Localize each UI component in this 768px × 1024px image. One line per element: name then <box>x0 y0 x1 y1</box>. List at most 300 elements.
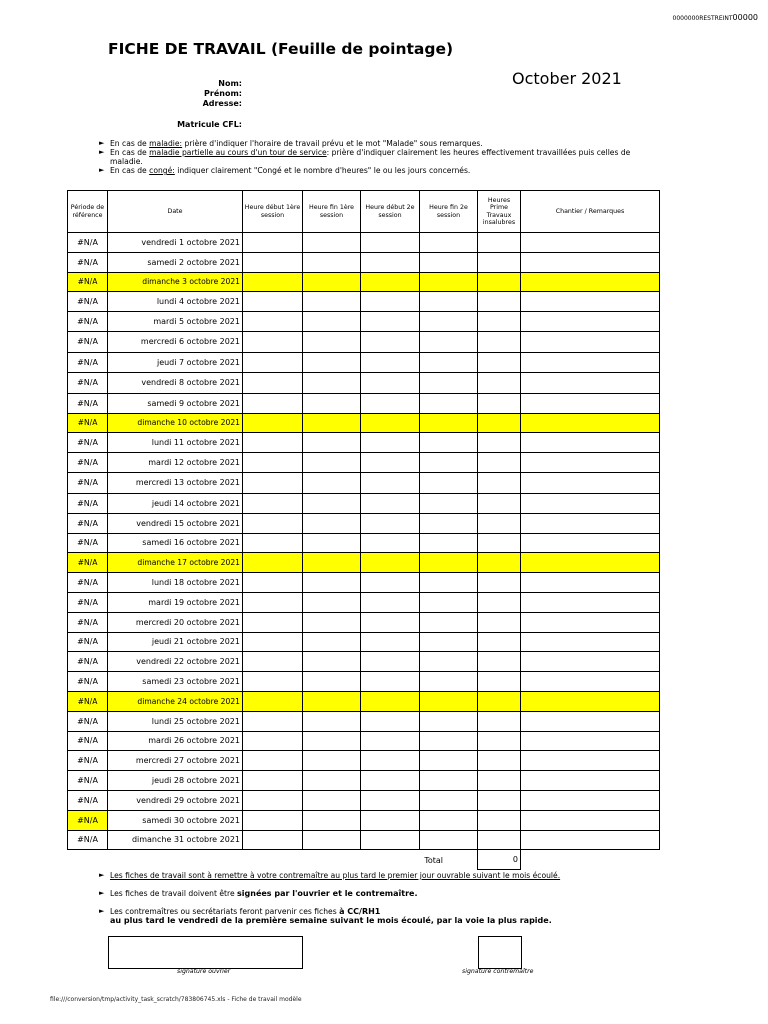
prime-cell[interactable] <box>478 352 521 372</box>
heure-debut-1-cell[interactable] <box>243 331 303 352</box>
heure-fin-2-cell[interactable] <box>420 652 478 672</box>
heure-debut-2-cell[interactable] <box>361 272 420 292</box>
heure-debut-2-cell[interactable] <box>361 731 420 751</box>
period-ref-cell: #N/A <box>68 493 108 513</box>
date-cell: mercredi 27 octobre 2021 <box>108 751 243 771</box>
remarques-cell[interactable] <box>521 790 660 810</box>
heure-fin-1-cell[interactable] <box>303 533 361 553</box>
remarques-cell[interactable] <box>521 453 660 473</box>
heure-fin-1-cell[interactable] <box>303 612 361 632</box>
date-cell: dimanche 17 octobre 2021 <box>108 553 243 573</box>
heure-debut-1-cell[interactable] <box>243 233 303 253</box>
heure-debut-2-cell[interactable] <box>361 711 420 731</box>
table-row <box>68 592 660 612</box>
heure-debut-2-cell[interactable] <box>361 453 420 473</box>
heure-fin-2-cell[interactable] <box>420 810 478 830</box>
heure-fin-1-cell[interactable] <box>303 331 361 352</box>
remarques-cell[interactable] <box>521 751 660 771</box>
remarques-cell[interactable] <box>521 513 660 533</box>
date-cell: lundi 11 octobre 2021 <box>108 433 243 453</box>
heure-debut-2-cell[interactable] <box>361 533 420 553</box>
date-cell: samedi 2 octobre 2021 <box>108 252 243 272</box>
heure-debut-1-cell[interactable] <box>243 592 303 612</box>
heure-fin-1-cell[interactable] <box>303 433 361 453</box>
heure-fin-2-cell[interactable] <box>420 592 478 612</box>
heure-debut-1-cell[interactable] <box>243 372 303 393</box>
header-remarques: Chantier / Remarques <box>521 191 660 233</box>
heure-debut-2-cell[interactable] <box>361 652 420 672</box>
arrow-right-icon: ► <box>99 148 105 156</box>
period-ref-cell: #N/A <box>68 352 108 372</box>
heure-fin-2-cell[interactable] <box>420 612 478 632</box>
prime-cell[interactable] <box>478 513 521 533</box>
heure-debut-2-cell[interactable] <box>361 352 420 372</box>
remarques-cell[interactable] <box>521 252 660 272</box>
table-row <box>68 433 660 453</box>
table-row <box>68 413 660 433</box>
arrow-right-icon: ► <box>99 889 105 897</box>
heure-fin-2-cell[interactable] <box>420 352 478 372</box>
heure-debut-2-cell[interactable] <box>361 553 420 573</box>
heure-fin-1-cell[interactable] <box>303 493 361 513</box>
prime-cell[interactable] <box>478 493 521 513</box>
heure-fin-1-cell[interactable] <box>303 292 361 312</box>
heure-fin-1-cell[interactable] <box>303 312 361 332</box>
prime-cell[interactable] <box>478 751 521 771</box>
prime-cell[interactable] <box>478 632 521 652</box>
period-ref-cell: #N/A <box>68 573 108 593</box>
heure-fin-1-cell[interactable] <box>303 790 361 810</box>
total-value: 0 <box>478 850 521 870</box>
prime-cell[interactable] <box>478 711 521 731</box>
heure-fin-2-cell[interactable] <box>420 533 478 553</box>
period-ref-cell: #N/A <box>68 472 108 493</box>
prime-cell[interactable] <box>478 472 521 493</box>
table-row <box>68 393 660 413</box>
prime-cell[interactable] <box>478 553 521 573</box>
period-ref-cell: #N/A <box>68 672 108 692</box>
prime-cell[interactable] <box>478 652 521 672</box>
prime-cell[interactable] <box>478 233 521 253</box>
heure-fin-2-cell[interactable] <box>420 372 478 393</box>
heure-fin-2-cell[interactable] <box>420 472 478 493</box>
date-cell: mercredi 6 octobre 2021 <box>108 331 243 352</box>
period-ref-cell: #N/A <box>68 612 108 632</box>
date-cell: lundi 4 octobre 2021 <box>108 292 243 312</box>
remarques-cell[interactable] <box>521 413 660 433</box>
table-row <box>68 513 660 533</box>
table-row <box>68 331 660 352</box>
heure-fin-1-cell[interactable] <box>303 472 361 493</box>
heure-debut-2-cell[interactable] <box>361 573 420 593</box>
date-cell: lundi 18 octobre 2021 <box>108 573 243 593</box>
code-small: 0000000RESTREINT <box>672 15 733 22</box>
heure-fin-1-cell[interactable] <box>303 272 361 292</box>
heure-debut-1-cell[interactable] <box>243 731 303 751</box>
table-row <box>68 493 660 513</box>
heure-fin-1-cell[interactable] <box>303 573 361 593</box>
header-debut-2: Heure début 2e session <box>361 191 420 233</box>
date-cell: samedi 30 octobre 2021 <box>108 810 243 830</box>
date-cell: mardi 26 octobre 2021 <box>108 731 243 751</box>
heure-fin-1-cell[interactable] <box>303 252 361 272</box>
remarques-cell[interactable] <box>521 472 660 493</box>
heure-fin-2-cell[interactable] <box>420 672 478 692</box>
period-ref-cell: #N/A <box>68 652 108 672</box>
heure-fin-1-cell[interactable] <box>303 771 361 791</box>
prime-cell[interactable] <box>478 331 521 352</box>
date-cell: dimanche 3 octobre 2021 <box>108 272 243 292</box>
heure-fin-2-cell[interactable] <box>420 751 478 771</box>
prime-cell[interactable] <box>478 612 521 632</box>
period-ref-cell: #N/A <box>68 751 108 771</box>
heure-debut-1-cell[interactable] <box>243 533 303 553</box>
heure-debut-2-cell[interactable] <box>361 612 420 632</box>
signature-box-foreman[interactable] <box>478 936 522 969</box>
table-row <box>68 472 660 493</box>
prime-cell[interactable] <box>478 312 521 332</box>
date-cell: samedi 23 octobre 2021 <box>108 672 243 692</box>
heure-debut-1-cell[interactable] <box>243 830 303 850</box>
heure-debut-2-cell[interactable] <box>361 830 420 850</box>
date-cell: jeudi 21 octobre 2021 <box>108 632 243 652</box>
heure-debut-2-cell[interactable] <box>361 372 420 393</box>
date-cell: dimanche 31 octobre 2021 <box>108 830 243 850</box>
footer-note-signatures: ► Les fiches de travail doivent être signées par l'ouvrier et le contremaître. <box>99 889 418 898</box>
remarques-cell[interactable] <box>521 830 660 850</box>
period-ref-cell: #N/A <box>68 272 108 292</box>
heure-fin-1-cell[interactable] <box>303 592 361 612</box>
code-big: 00000 <box>732 13 758 22</box>
period-ref-cell: #N/A <box>68 533 108 553</box>
table-row <box>68 830 660 850</box>
period-ref-cell: #N/A <box>68 433 108 453</box>
heure-fin-2-cell[interactable] <box>420 771 478 791</box>
table-row <box>68 790 660 810</box>
date-cell: dimanche 24 octobre 2021 <box>108 691 243 711</box>
heure-debut-2-cell[interactable] <box>361 751 420 771</box>
heure-fin-2-cell[interactable] <box>420 331 478 352</box>
heure-fin-1-cell[interactable] <box>303 731 361 751</box>
date-cell: vendredi 1 octobre 2021 <box>108 233 243 253</box>
period-ref-cell: #N/A <box>68 592 108 612</box>
header-periode: Période de référence <box>68 191 108 233</box>
period-ref-cell: #N/A <box>68 252 108 272</box>
table-row <box>68 553 660 573</box>
heure-debut-1-cell[interactable] <box>243 751 303 771</box>
date-cell: mercredi 13 octobre 2021 <box>108 472 243 493</box>
header-fin-1: Heure fin 1ère session <box>303 191 361 233</box>
heure-fin-1-cell[interactable] <box>303 652 361 672</box>
table-row <box>68 632 660 652</box>
heure-debut-1-cell[interactable] <box>243 652 303 672</box>
prime-cell[interactable] <box>478 672 521 692</box>
table-row <box>68 372 660 393</box>
heure-debut-2-cell[interactable] <box>361 771 420 791</box>
heure-fin-1-cell[interactable] <box>303 691 361 711</box>
period-ref-cell: #N/A <box>68 553 108 573</box>
heure-debut-1-cell[interactable] <box>243 672 303 692</box>
heure-debut-1-cell[interactable] <box>243 790 303 810</box>
header-fin-2: Heure fin 2e session <box>420 191 478 233</box>
heure-fin-2-cell[interactable] <box>420 711 478 731</box>
table-row <box>68 573 660 593</box>
date-cell: jeudi 14 octobre 2021 <box>108 493 243 513</box>
prime-cell[interactable] <box>478 790 521 810</box>
heure-debut-2-cell[interactable] <box>361 393 420 413</box>
prime-cell[interactable] <box>478 771 521 791</box>
heure-debut-2-cell[interactable] <box>361 252 420 272</box>
heure-debut-1-cell[interactable] <box>243 272 303 292</box>
table-row <box>68 233 660 253</box>
period-ref-cell: #N/A <box>68 413 108 433</box>
arrow-right-icon: ► <box>99 166 105 174</box>
heure-debut-2-cell[interactable] <box>361 691 420 711</box>
prime-cell[interactable] <box>478 573 521 593</box>
heure-debut-2-cell[interactable] <box>361 433 420 453</box>
page-title: FICHE DE TRAVAIL (Feuille de pointage) <box>108 40 454 58</box>
heure-debut-1-cell[interactable] <box>243 810 303 830</box>
heure-fin-1-cell[interactable] <box>303 632 361 652</box>
heure-fin-1-cell[interactable] <box>303 413 361 433</box>
heure-fin-1-cell[interactable] <box>303 711 361 731</box>
heure-debut-1-cell[interactable] <box>243 771 303 791</box>
field-label-matricule: Matricule CFL: <box>177 120 242 129</box>
date-cell: mardi 5 octobre 2021 <box>108 312 243 332</box>
heure-debut-1-cell[interactable] <box>243 292 303 312</box>
prime-cell[interactable] <box>478 731 521 751</box>
remarques-cell[interactable] <box>521 331 660 352</box>
heure-fin-2-cell[interactable] <box>420 312 478 332</box>
table-row <box>68 810 660 830</box>
period-ref-cell: #N/A <box>68 691 108 711</box>
heure-fin-2-cell[interactable] <box>420 691 478 711</box>
remarques-cell[interactable] <box>521 612 660 632</box>
field-label-prenom: Prénom: <box>204 89 242 98</box>
heure-fin-2-cell[interactable] <box>420 453 478 473</box>
heure-fin-1-cell[interactable] <box>303 233 361 253</box>
heure-debut-1-cell[interactable] <box>243 573 303 593</box>
heure-debut-1-cell[interactable] <box>243 413 303 433</box>
heure-debut-2-cell[interactable] <box>361 790 420 810</box>
instructions <box>99 139 659 175</box>
prime-cell[interactable] <box>478 691 521 711</box>
timesheet-table <box>67 190 660 870</box>
period-ref-cell: #N/A <box>68 331 108 352</box>
heure-debut-1-cell[interactable] <box>243 312 303 332</box>
remarques-cell[interactable] <box>521 652 660 672</box>
remarques-cell[interactable] <box>521 533 660 553</box>
table-row <box>68 272 660 292</box>
prime-cell[interactable] <box>478 413 521 433</box>
heure-debut-2-cell[interactable] <box>361 592 420 612</box>
heure-fin-1-cell[interactable] <box>303 672 361 692</box>
period-ref-cell: #N/A <box>68 790 108 810</box>
heure-debut-2-cell[interactable] <box>361 233 420 253</box>
remarques-cell[interactable] <box>521 352 660 372</box>
heure-debut-1-cell[interactable] <box>243 352 303 372</box>
heure-fin-2-cell[interactable] <box>420 790 478 810</box>
remarques-cell[interactable] <box>521 233 660 253</box>
prime-cell[interactable] <box>478 292 521 312</box>
heure-debut-1-cell[interactable] <box>243 252 303 272</box>
signature-box-worker[interactable] <box>108 936 303 969</box>
heure-fin-1-cell[interactable] <box>303 352 361 372</box>
heure-fin-2-cell[interactable] <box>420 553 478 573</box>
heure-debut-2-cell[interactable] <box>361 810 420 830</box>
remarques-cell[interactable] <box>521 553 660 573</box>
heure-fin-1-cell[interactable] <box>303 453 361 473</box>
instruction-maladie: ► En cas de maladie: prière d'indiquer l'horaire de travail prévu et le mot "Malade" sous remarques. <box>99 139 483 148</box>
date-cell: vendredi 15 octobre 2021 <box>108 513 243 533</box>
prime-cell[interactable] <box>478 433 521 453</box>
date-cell: jeudi 28 octobre 2021 <box>108 771 243 791</box>
arrow-right-icon: ► <box>99 871 105 879</box>
heure-fin-2-cell[interactable] <box>420 513 478 533</box>
heure-fin-2-cell[interactable] <box>420 413 478 433</box>
header-date: Date <box>108 191 243 233</box>
remarques-cell[interactable] <box>521 731 660 751</box>
remarques-cell[interactable] <box>521 592 660 612</box>
heure-fin-1-cell[interactable] <box>303 393 361 413</box>
remarques-cell[interactable] <box>521 810 660 830</box>
heure-fin-2-cell[interactable] <box>420 830 478 850</box>
heure-debut-2-cell[interactable] <box>361 292 420 312</box>
heure-debut-2-cell[interactable] <box>361 472 420 493</box>
heure-fin-1-cell[interactable] <box>303 830 361 850</box>
remarques-cell[interactable] <box>521 711 660 731</box>
remarques-cell[interactable] <box>521 493 660 513</box>
heure-fin-1-cell[interactable] <box>303 751 361 771</box>
date-cell: mardi 12 octobre 2021 <box>108 453 243 473</box>
heure-fin-1-cell[interactable] <box>303 810 361 830</box>
date-cell: dimanche 10 octobre 2021 <box>108 413 243 433</box>
field-label-nom: Nom: <box>218 79 242 88</box>
heure-fin-2-cell[interactable] <box>420 233 478 253</box>
period-ref-cell: #N/A <box>68 453 108 473</box>
period-ref-cell: #N/A <box>68 830 108 850</box>
heure-debut-2-cell[interactable] <box>361 413 420 433</box>
remarques-cell[interactable] <box>521 393 660 413</box>
arrow-right-icon: ► <box>99 139 105 147</box>
table-row <box>68 711 660 731</box>
prime-cell[interactable] <box>478 810 521 830</box>
prime-cell[interactable] <box>478 393 521 413</box>
heure-fin-2-cell[interactable] <box>420 252 478 272</box>
date-cell: vendredi 8 octobre 2021 <box>108 372 243 393</box>
prime-cell[interactable] <box>478 533 521 553</box>
heure-fin-1-cell[interactable] <box>303 553 361 573</box>
instruction-maladie-partielle: ► En cas de maladie partielle au cours d'un tour de service: prière d'indiquer clairement les heures effectivement travaillées puis celles de maladie. <box>99 148 631 166</box>
date-cell: lundi 25 octobre 2021 <box>108 711 243 731</box>
remarques-cell[interactable] <box>521 433 660 453</box>
heure-debut-1-cell[interactable] <box>243 393 303 413</box>
table-body <box>68 233 660 850</box>
heure-fin-2-cell[interactable] <box>420 731 478 751</box>
heure-debut-1-cell[interactable] <box>243 433 303 453</box>
heure-debut-1-cell[interactable] <box>243 453 303 473</box>
remarques-cell[interactable] <box>521 372 660 393</box>
table-row <box>68 691 660 711</box>
remarques-cell[interactable] <box>521 771 660 791</box>
period-ref-cell: #N/A <box>68 292 108 312</box>
total-label: Total <box>424 855 443 865</box>
period-ref-cell: #N/A <box>68 632 108 652</box>
heure-fin-2-cell[interactable] <box>420 393 478 413</box>
prime-cell[interactable] <box>478 252 521 272</box>
heure-debut-1-cell[interactable] <box>243 711 303 731</box>
footer-note-transmission: ► Les contremaîtres ou secrétariats feront parvenir ces fiches à CC/RH1 au plus tard le vendredi de la première semaine suivant le mois écoulé, par la voie la plus rapide. <box>99 907 552 925</box>
header-debut-1: Heure début 1ère session <box>243 191 303 233</box>
prime-cell[interactable] <box>478 272 521 292</box>
heure-fin-2-cell[interactable] <box>420 573 478 593</box>
month-label: October 2021 <box>512 69 622 88</box>
prime-cell[interactable] <box>478 453 521 473</box>
heure-debut-1-cell[interactable] <box>243 553 303 573</box>
heure-debut-2-cell[interactable] <box>361 493 420 513</box>
remarques-cell[interactable] <box>521 312 660 332</box>
signature-caption-foreman: signature contremaître <box>462 968 534 975</box>
remarques-cell[interactable] <box>521 672 660 692</box>
remarques-cell[interactable] <box>521 691 660 711</box>
instruction-conge: ► En cas de congé: indiquer clairement "Congé et le nombre d'heures" le ou les jours concernés. <box>99 166 471 175</box>
heure-fin-2-cell[interactable] <box>420 632 478 652</box>
footer-note-deadline: ► Les fiches de travail sont à remettre à votre contremaître au plus tard le premier jour ouvrable suivant le mois écoulé. <box>99 871 561 880</box>
period-ref-cell: #N/A <box>68 731 108 751</box>
heure-fin-2-cell[interactable] <box>420 433 478 453</box>
table-row <box>68 652 660 672</box>
period-ref-cell: #N/A <box>68 771 108 791</box>
remarques-cell[interactable] <box>521 292 660 312</box>
table-row <box>68 751 660 771</box>
heure-debut-1-cell[interactable] <box>243 632 303 652</box>
heure-fin-1-cell[interactable] <box>303 372 361 393</box>
heure-debut-1-cell[interactable] <box>243 513 303 533</box>
table-row <box>68 292 660 312</box>
remarques-cell[interactable] <box>521 272 660 292</box>
heure-debut-2-cell[interactable] <box>361 513 420 533</box>
document-code <box>640 13 758 22</box>
heure-fin-2-cell[interactable] <box>420 272 478 292</box>
date-cell: jeudi 7 octobre 2021 <box>108 352 243 372</box>
prime-cell[interactable] <box>478 372 521 393</box>
heure-debut-2-cell[interactable] <box>361 632 420 652</box>
heure-fin-1-cell[interactable] <box>303 513 361 533</box>
heure-fin-2-cell[interactable] <box>420 292 478 312</box>
signature-caption-worker: signature ouvrier <box>177 968 231 975</box>
heure-debut-1-cell[interactable] <box>243 691 303 711</box>
remarques-cell[interactable] <box>521 632 660 652</box>
heure-debut-1-cell[interactable] <box>243 612 303 632</box>
table-header-row <box>68 191 660 233</box>
heure-debut-2-cell[interactable] <box>361 312 420 332</box>
period-ref-cell: #N/A <box>68 372 108 393</box>
period-ref-cell: #N/A <box>68 393 108 413</box>
footer-notes <box>99 871 699 925</box>
prime-cell[interactable] <box>478 830 521 850</box>
prime-cell[interactable] <box>478 592 521 612</box>
total-row <box>68 850 660 870</box>
heure-debut-2-cell[interactable] <box>361 672 420 692</box>
heure-fin-2-cell[interactable] <box>420 493 478 513</box>
heure-debut-1-cell[interactable] <box>243 493 303 513</box>
field-label-adresse: Adresse: <box>202 99 242 108</box>
heure-debut-1-cell[interactable] <box>243 472 303 493</box>
period-ref-cell: #N/A <box>68 711 108 731</box>
remarques-cell[interactable] <box>521 573 660 593</box>
heure-debut-2-cell[interactable] <box>361 331 420 352</box>
table-row <box>68 533 660 553</box>
